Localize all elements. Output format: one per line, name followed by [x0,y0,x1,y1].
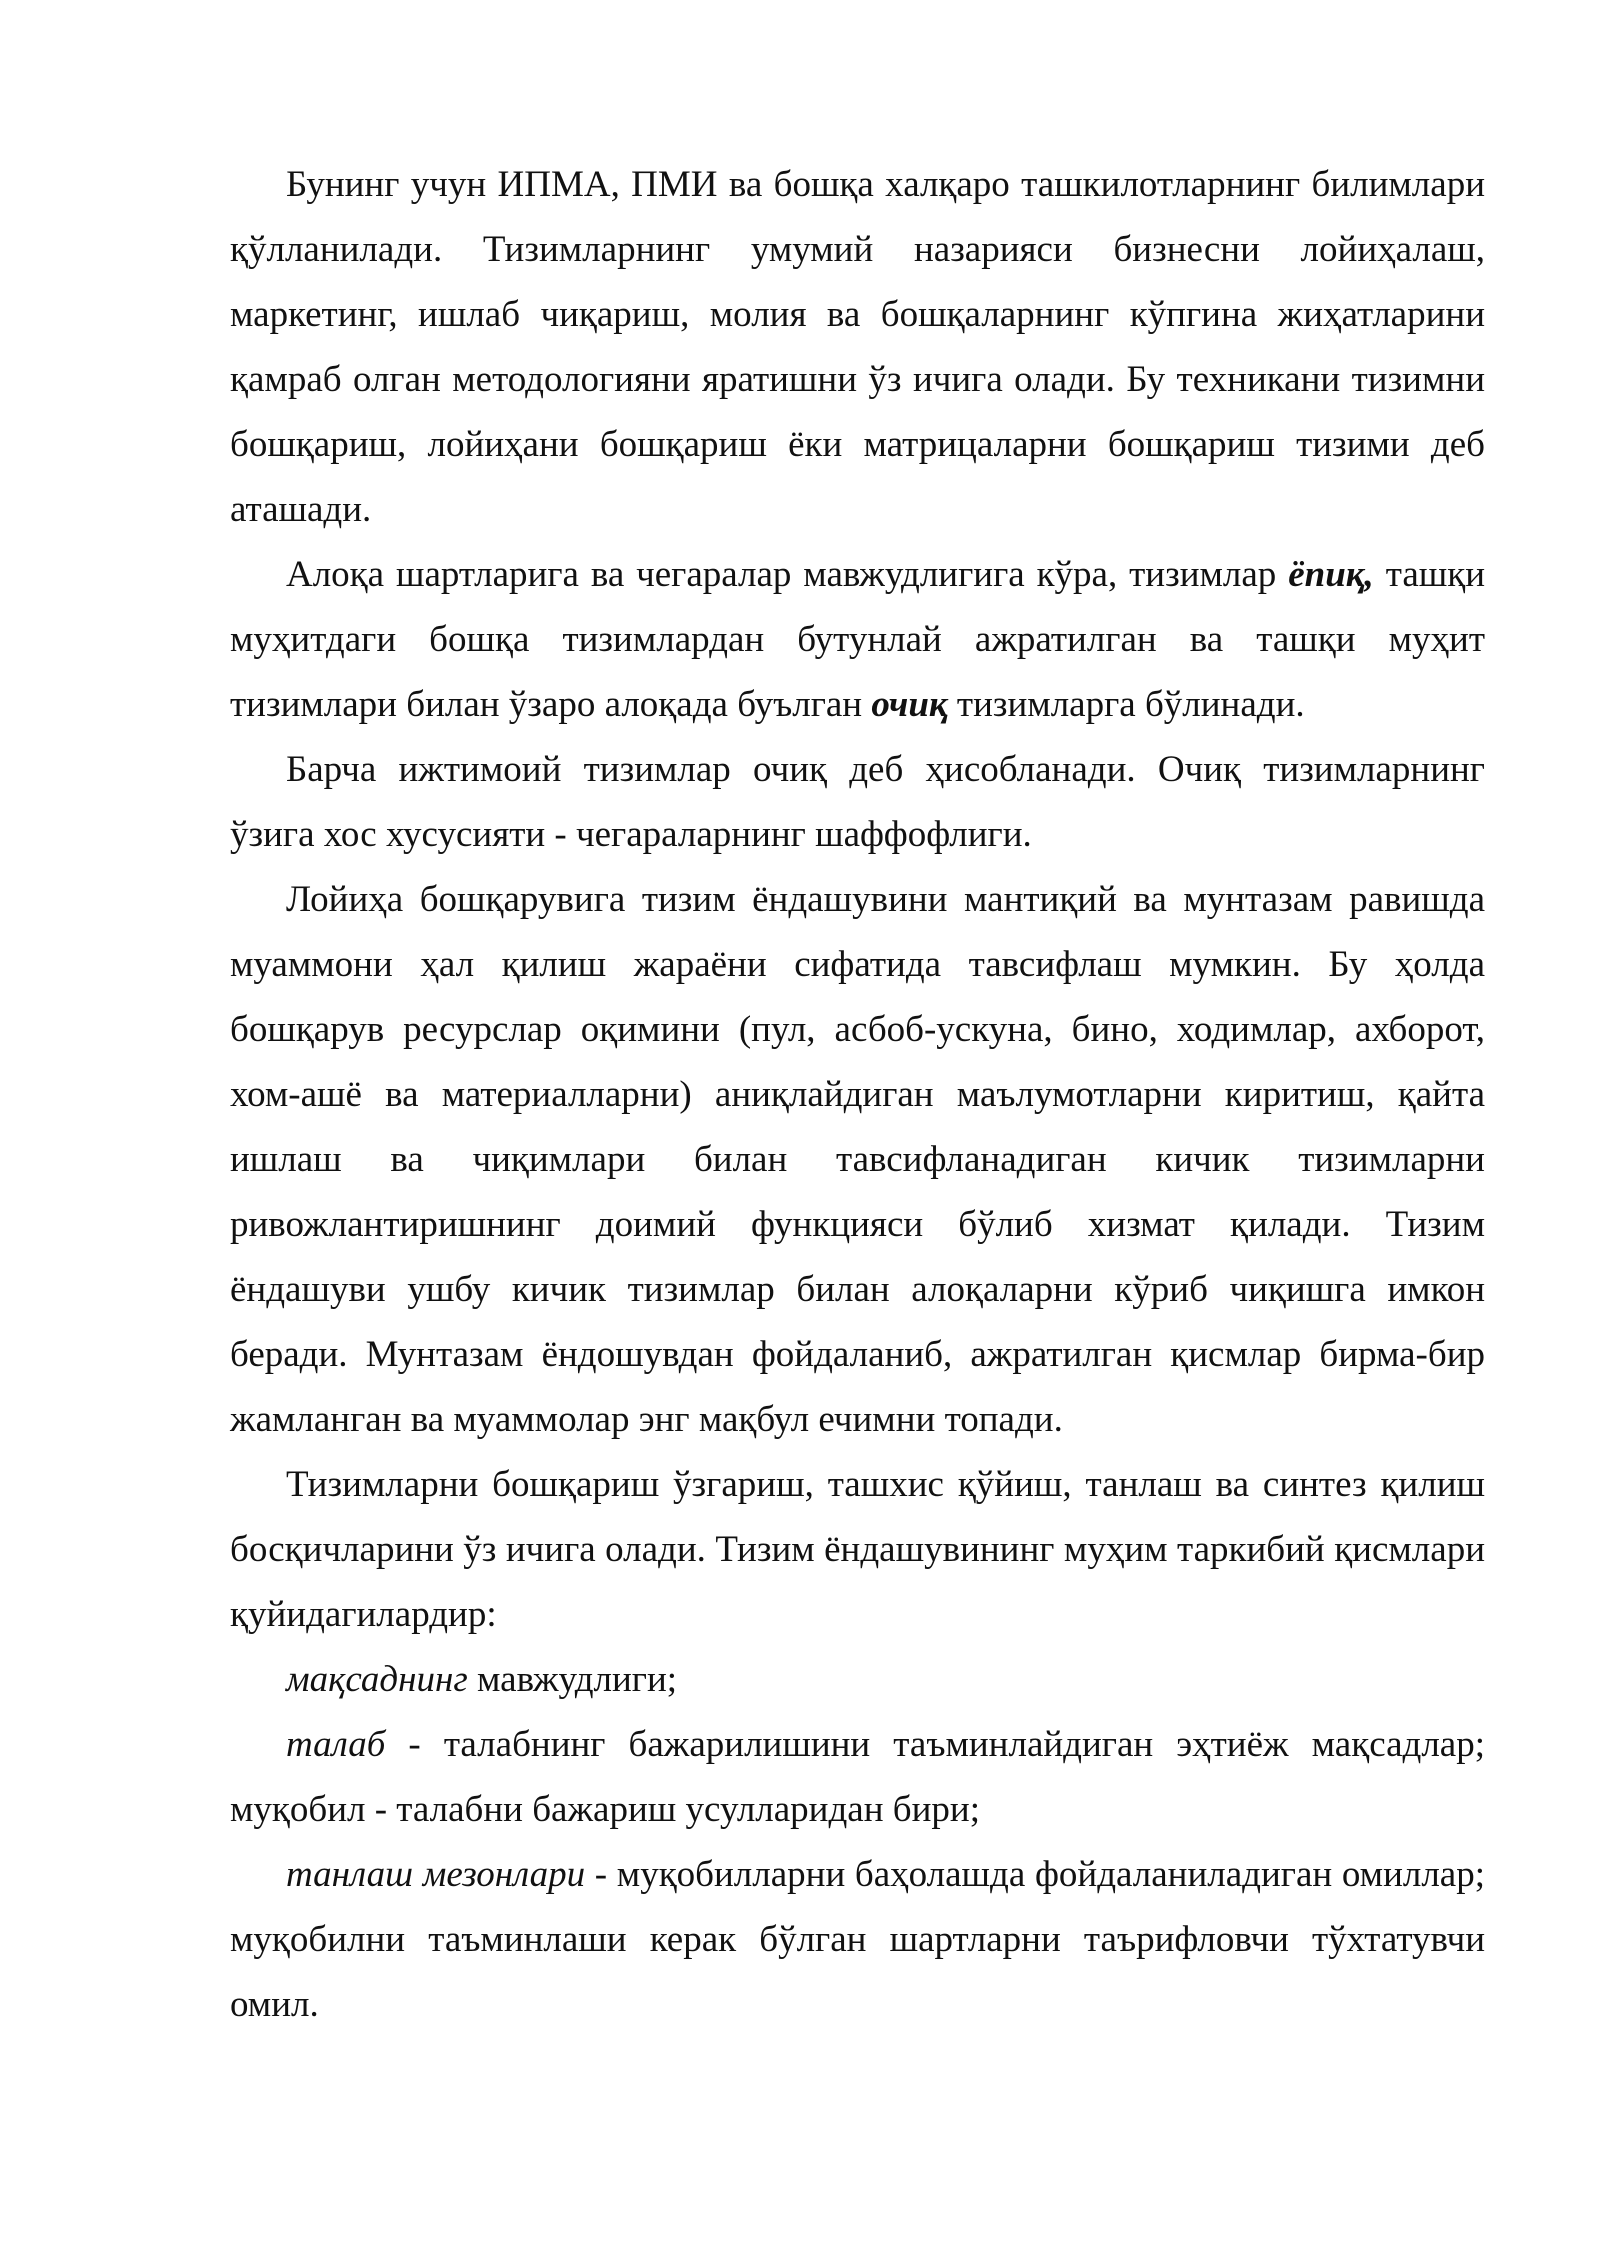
paragraph-3: Барча ижтимоий тизимлар очиқ деб ҳисобланади. Очиқ тизимларнинг ўзига хос хусусияти - чегараларнинг шаффофлиги. [230,749,1485,855]
paragraph-2-text-c: тизимларга бўлинади. [947,684,1305,725]
list-item-goal-text: мавжудлиги; [467,1659,678,1700]
term-closed-systems: ёпиқ, [1288,554,1374,595]
term-open-systems: очиқ [871,684,948,725]
list-item-criteria-text: - муқобилларни баҳолашда фойдаланиладиган омиллар; муқобилни таъминлаши керак бўлган шартларни таърифловчи тўхтатувчи омил. [230,1854,1485,2025]
list-item-demand-term: талаб [286,1724,386,1765]
paragraph-2 [230,542,1485,737]
paragraph-1: Бунинг учун ИПМА, ПМИ ва бошқа халқаро ташкилотларнинг билимлари қўлланилади. Тизимларнинг умумий назарияси бизнесни лойиҳалаш, маркетинг, ишлаб чиқариш, молия ва бошқаларнинг кўпгина жиҳатларини қамраб олган методологияни яратишни ўз ичига олади. Бу техникани тизимни бошқариш, лойиҳани бошқариш ёки матрицаларни бошқариш тизими деб аташади. [230,164,1485,530]
paragraph-2-text-b: ташқи муҳитдаги бошқа тизимлардан бутунлай ажратилган ва ташқи муҳит тизимлари билан ўзаро алоқада буълган [230,554,1486,725]
list-item-criteria [230,1842,1485,2037]
paragraph-2-text-a: Алоқа шартларига ва чегаралар мавжудлигига кўра, тизимлар [286,554,1289,595]
list-item-goal-term: мақсаднинг [286,1659,468,1700]
list-item-demand [230,1712,1485,1842]
paragraph-5: Тизимларни бошқариш ўзгариш, ташхис қўйиш, танлаш ва синтез қилиш босқичларини ўз ичига олади. Тизим ёндашувининг муҳим таркибий қисмлари қуйидагилардир: [230,1464,1485,1635]
list-item-demand-text: - талабнинг бажарилишини таъминлайдиган эҳтиёж мақсадлар; муқобил - талабни бажариш усулларидан бири; [230,1724,1485,1830]
list-item-goal [230,1647,1485,1712]
document-page [230,152,1485,2037]
paragraph-4: Лойиҳа бошқарувига тизим ёндашувини мантиқий ва мунтазам равишда муаммони ҳал қилиш жараёни сифатида тавсифлаш мумкин. Бу ҳолда бошқарув ресурслар оқимини (пул, асбоб-ускуна, бино, ходимлар, ахборот, хом-ашё ва материалларни) аниқлайдиган маълумотларни киритиш, қайта ишлаш ва чиқимлари билан тавсифланадиган кичик тизимларни ривожлантиришнинг доимий функцияси бўлиб хизмат қилади. Тизим ёндашуви ушбу кичик тизимлар билан алоқаларни кўриб чиқишга имкон беради. Мунтазам ёндошувдан фойдаланиб, ажратилган қисмлар бирма-бир жамланган ва муаммолар энг мақбул ечимни топади. [230,879,1485,1440]
list-item-criteria-term: танлаш мезонлари [286,1854,586,1895]
